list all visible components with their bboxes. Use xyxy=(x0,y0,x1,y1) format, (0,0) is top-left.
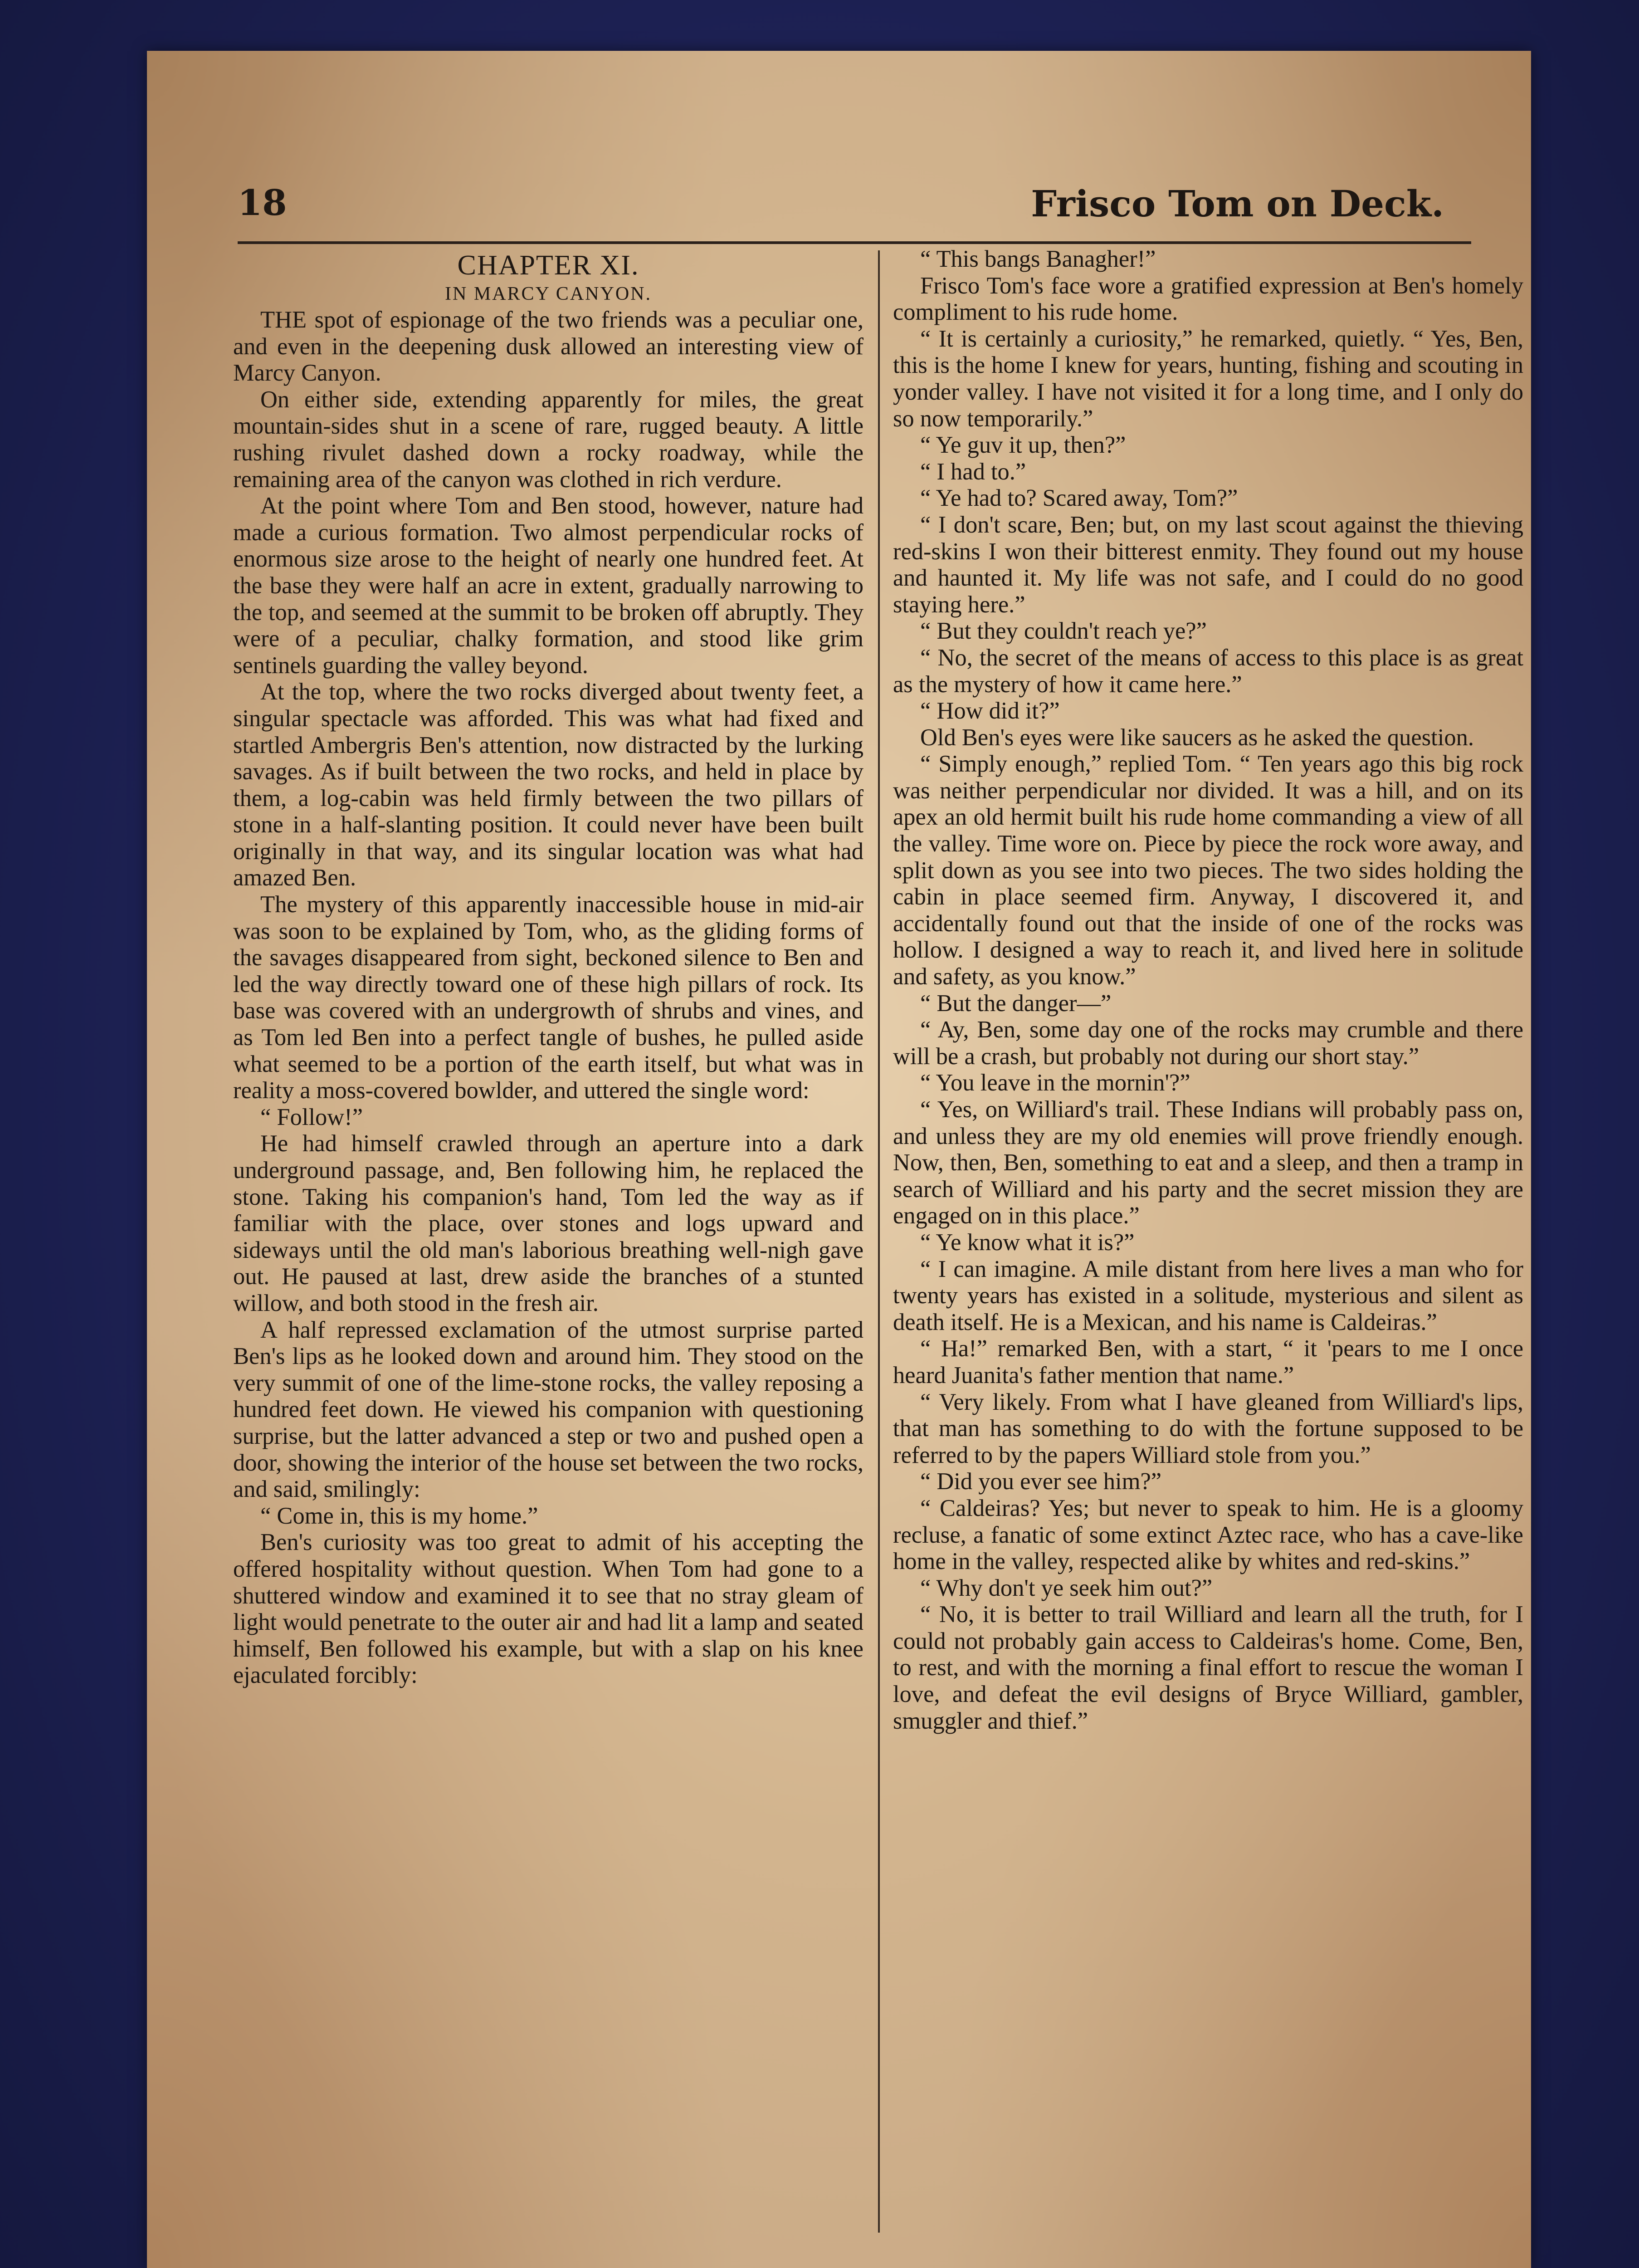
paragraph: On either side, extending apparently for miles, the great mountain-sides shut in a scene of rare, rugged beauty. A little rushing rivulet dashed down a rocky roadway, while the remaining area of the canyon was clothed in rich verdure. xyxy=(233,386,863,493)
paragraph: “ But they couldn't reach ye?” xyxy=(920,618,1207,645)
paragraph: “ I don't scare, Ben; but, on my last scout against the thieving red-skins I won their bitterest enmity. They found out my house and haunted it. My life was not safe, and I could do no good staying here.” xyxy=(893,511,1523,618)
paragraph: “ You leave in the mornin'?” xyxy=(920,1070,1190,1096)
paragraph: “ Caldeiras? Yes; but never to speak to him. He is a gloomy recluse, a fanatic of some extinct Aztec race, who has a cave-like home in the valley, respected alike by whites and red-skins.” xyxy=(893,1495,1523,1575)
paragraph: “ Yes, on Williard's trail. These Indians will probably pass on, and unless they are my old enemies will prove friendly enough. Now, then, Ben, something to eat and a sleep, and then a tramp in search of Williard and his party and the secret mission they are engaged on in this place.” xyxy=(893,1096,1523,1229)
right-column-body xyxy=(893,246,1523,1734)
paragraph: Old Ben's eyes were like saucers as he asked the question. xyxy=(920,724,1474,751)
paragraph: Frisco Tom's face wore a gratified expression at Ben's homely compliment to his rude home. xyxy=(893,272,1523,326)
paragraph: “ Simply enough,” replied Tom. “ Ten years ago this big rock was neither perpendicular nor divided. It was a hill, and on its apex an old hermit built his rude home commanding a view of all the valley. Time wore on. Piece by piece the rock wore away, and split down as you see into two pieces. The two sides holding the cabin in place seemed firm. Anyway, I discovered it, and accidentally found out that the inside of one of the rocks was hollow. I designed a way to reach it, and lived here in solitude and safety, as you know.” xyxy=(893,751,1523,990)
paragraph: He had himself crawled through an aperture into a dark underground passage, and, Ben following him, he replaced the stone. Taking his companion's hand, Tom led the way as if familiar with the place, over stones and logs upward and sideways until the old man's laborious breathing well-nigh gave out. He paused at last, drew aside the branches of a stunted willow, and both stood in the fresh air. xyxy=(233,1130,863,1316)
paragraph: “ No, the secret of the means of access to this place is as great as the mystery of how it came here.” xyxy=(893,644,1523,698)
page-number: 18 xyxy=(238,182,287,224)
paragraph: Ben's curiosity was too great to admit of his accepting the offered hospitality without question. When Tom had gone to a shuttered window and examined it to see that no stray gleam of light would penetrate to the outer air and had lit a lamp and seated himself, Ben followed his example, but with a slap on his knee ejaculated forcibly: xyxy=(233,1529,863,1689)
paragraph: The mystery of this apparently inaccessible house in mid-air was soon to be explained by Tom, who, as the gliding forms of the savages disappeared from sight, beckoned silence to Ben and led the way directly toward one of these high pillars of rock. Its base was covered with an undergrowth of shrubs and vines, and as Tom led Ben into a perfect tangle of bushes, he pulled aside what seemed to be a portion of the earth itself, but what was in reality a moss-covered bowlder, and uttered the single word: xyxy=(233,891,863,1104)
paragraph: “ But the danger—” xyxy=(920,990,1112,1017)
paragraph: “ I can imagine. A mile distant from here lives a man who for twenty years has existed in a solitude, mysterious and silent as death itself. He is a Mexican, and his name is Caldeiras.” xyxy=(893,1256,1523,1335)
column-divider xyxy=(878,250,880,2233)
paragraph: THE spot of espionage of the two friends was a peculiar one, and even in the deepening dusk allowed an interesting view of Marcy Canyon. xyxy=(233,307,863,386)
paragraph: “ How did it?” xyxy=(920,698,1060,724)
paragraph: “ Ye had to? Scared away, Tom?” xyxy=(920,485,1238,512)
paragraph: “ This bangs Banagher!” xyxy=(920,246,1156,272)
paragraph: “ Ye guv it up, then?” xyxy=(920,432,1126,459)
left-column xyxy=(233,246,863,2251)
printed-page xyxy=(147,51,1531,2268)
paragraph: “ I had to.” xyxy=(920,458,1026,485)
paragraph: “ It is certainly a curiosity,” he remarked, quietly. “ Yes, Ben, this is the home I knew for years, hunting, fishing and scouting in yonder valley. I have not visited it for a long time, and I only do so now temporarily.” xyxy=(893,325,1523,432)
left-column-body xyxy=(233,307,863,1689)
paragraph: “ Why don't ye seek him out?” xyxy=(920,1574,1213,1601)
paragraph: At the top, where the two rocks diverged about twenty feet, a singular spectacle was afforded. This was what had fixed and startled Ambergris Ben's attention, now distracted by the lurking savages. As if built between the two rocks, and held in place by them, a log-cabin was held firmly between the two pillars of stone in a half-slanting position. It could never have been built originally in that way, and its singular location was what had amazed Ben. xyxy=(233,679,863,891)
paragraph: “ Come in, this is my home.” xyxy=(260,1502,538,1529)
paragraph: “ No, it is better to trail Williard and learn all the truth, for I could not probably gain access to Caldeiras's home. Come, Ben, to rest, and with the morning a final effort to rescue the woman I love, and defeat the evil designs of Bryce Williard, gambler, smuggler and thief.” xyxy=(893,1601,1523,1734)
paragraph: “ Ye know what it is?” xyxy=(920,1229,1135,1256)
paragraph: “ Ha!” remarked Ben, with a start, “ it 'pears to me I once heard Juanita's father mention that name.” xyxy=(893,1335,1523,1388)
paragraph: “ Very likely. From what I have gleaned from Williard's lips, that man has something to do with the fortune supposed to be referred to by the papers Williard stole from you.” xyxy=(893,1388,1523,1468)
page-header xyxy=(238,173,1471,244)
paragraph: “ Did you ever see him?” xyxy=(920,1468,1162,1495)
chapter-subtitle: IN MARCY CANYON. xyxy=(445,284,652,304)
paragraph: At the point where Tom and Ben stood, however, nature had made a curious formation. Two almost perpendicular rocks of enormous size arose to the height of nearly one hundred feet. At the base they were half an acre in extent, gradually narrowing to the top, and seemed at the summit to be broken off abruptly. They were of a peculiar, chalky formation, and stood like grim sentinels guarding the valley beyond. xyxy=(233,493,863,679)
chapter-title: CHAPTER XI. xyxy=(457,250,639,281)
paragraph: “ Ay, Ben, some day one of the rocks may crumble and there will be a crash, but probably not during our short stay.” xyxy=(893,1017,1523,1070)
running-title: Frisco Tom on Deck. xyxy=(1031,182,1444,225)
right-column xyxy=(893,246,1523,2251)
paragraph: “ Follow!” xyxy=(260,1104,363,1130)
paragraph: A half repressed exclamation of the utmost surprise parted Ben's lips as he looked down and around him. They stood on the very summit of one of the lime-stone rocks, the valley reposing a hundred feet down. He viewed his companion with questioning surprise, but the latter advanced a step or two and pushed open a door, showing the interior of the house set between the two rocks, and said, smilingly: xyxy=(233,1316,863,1503)
